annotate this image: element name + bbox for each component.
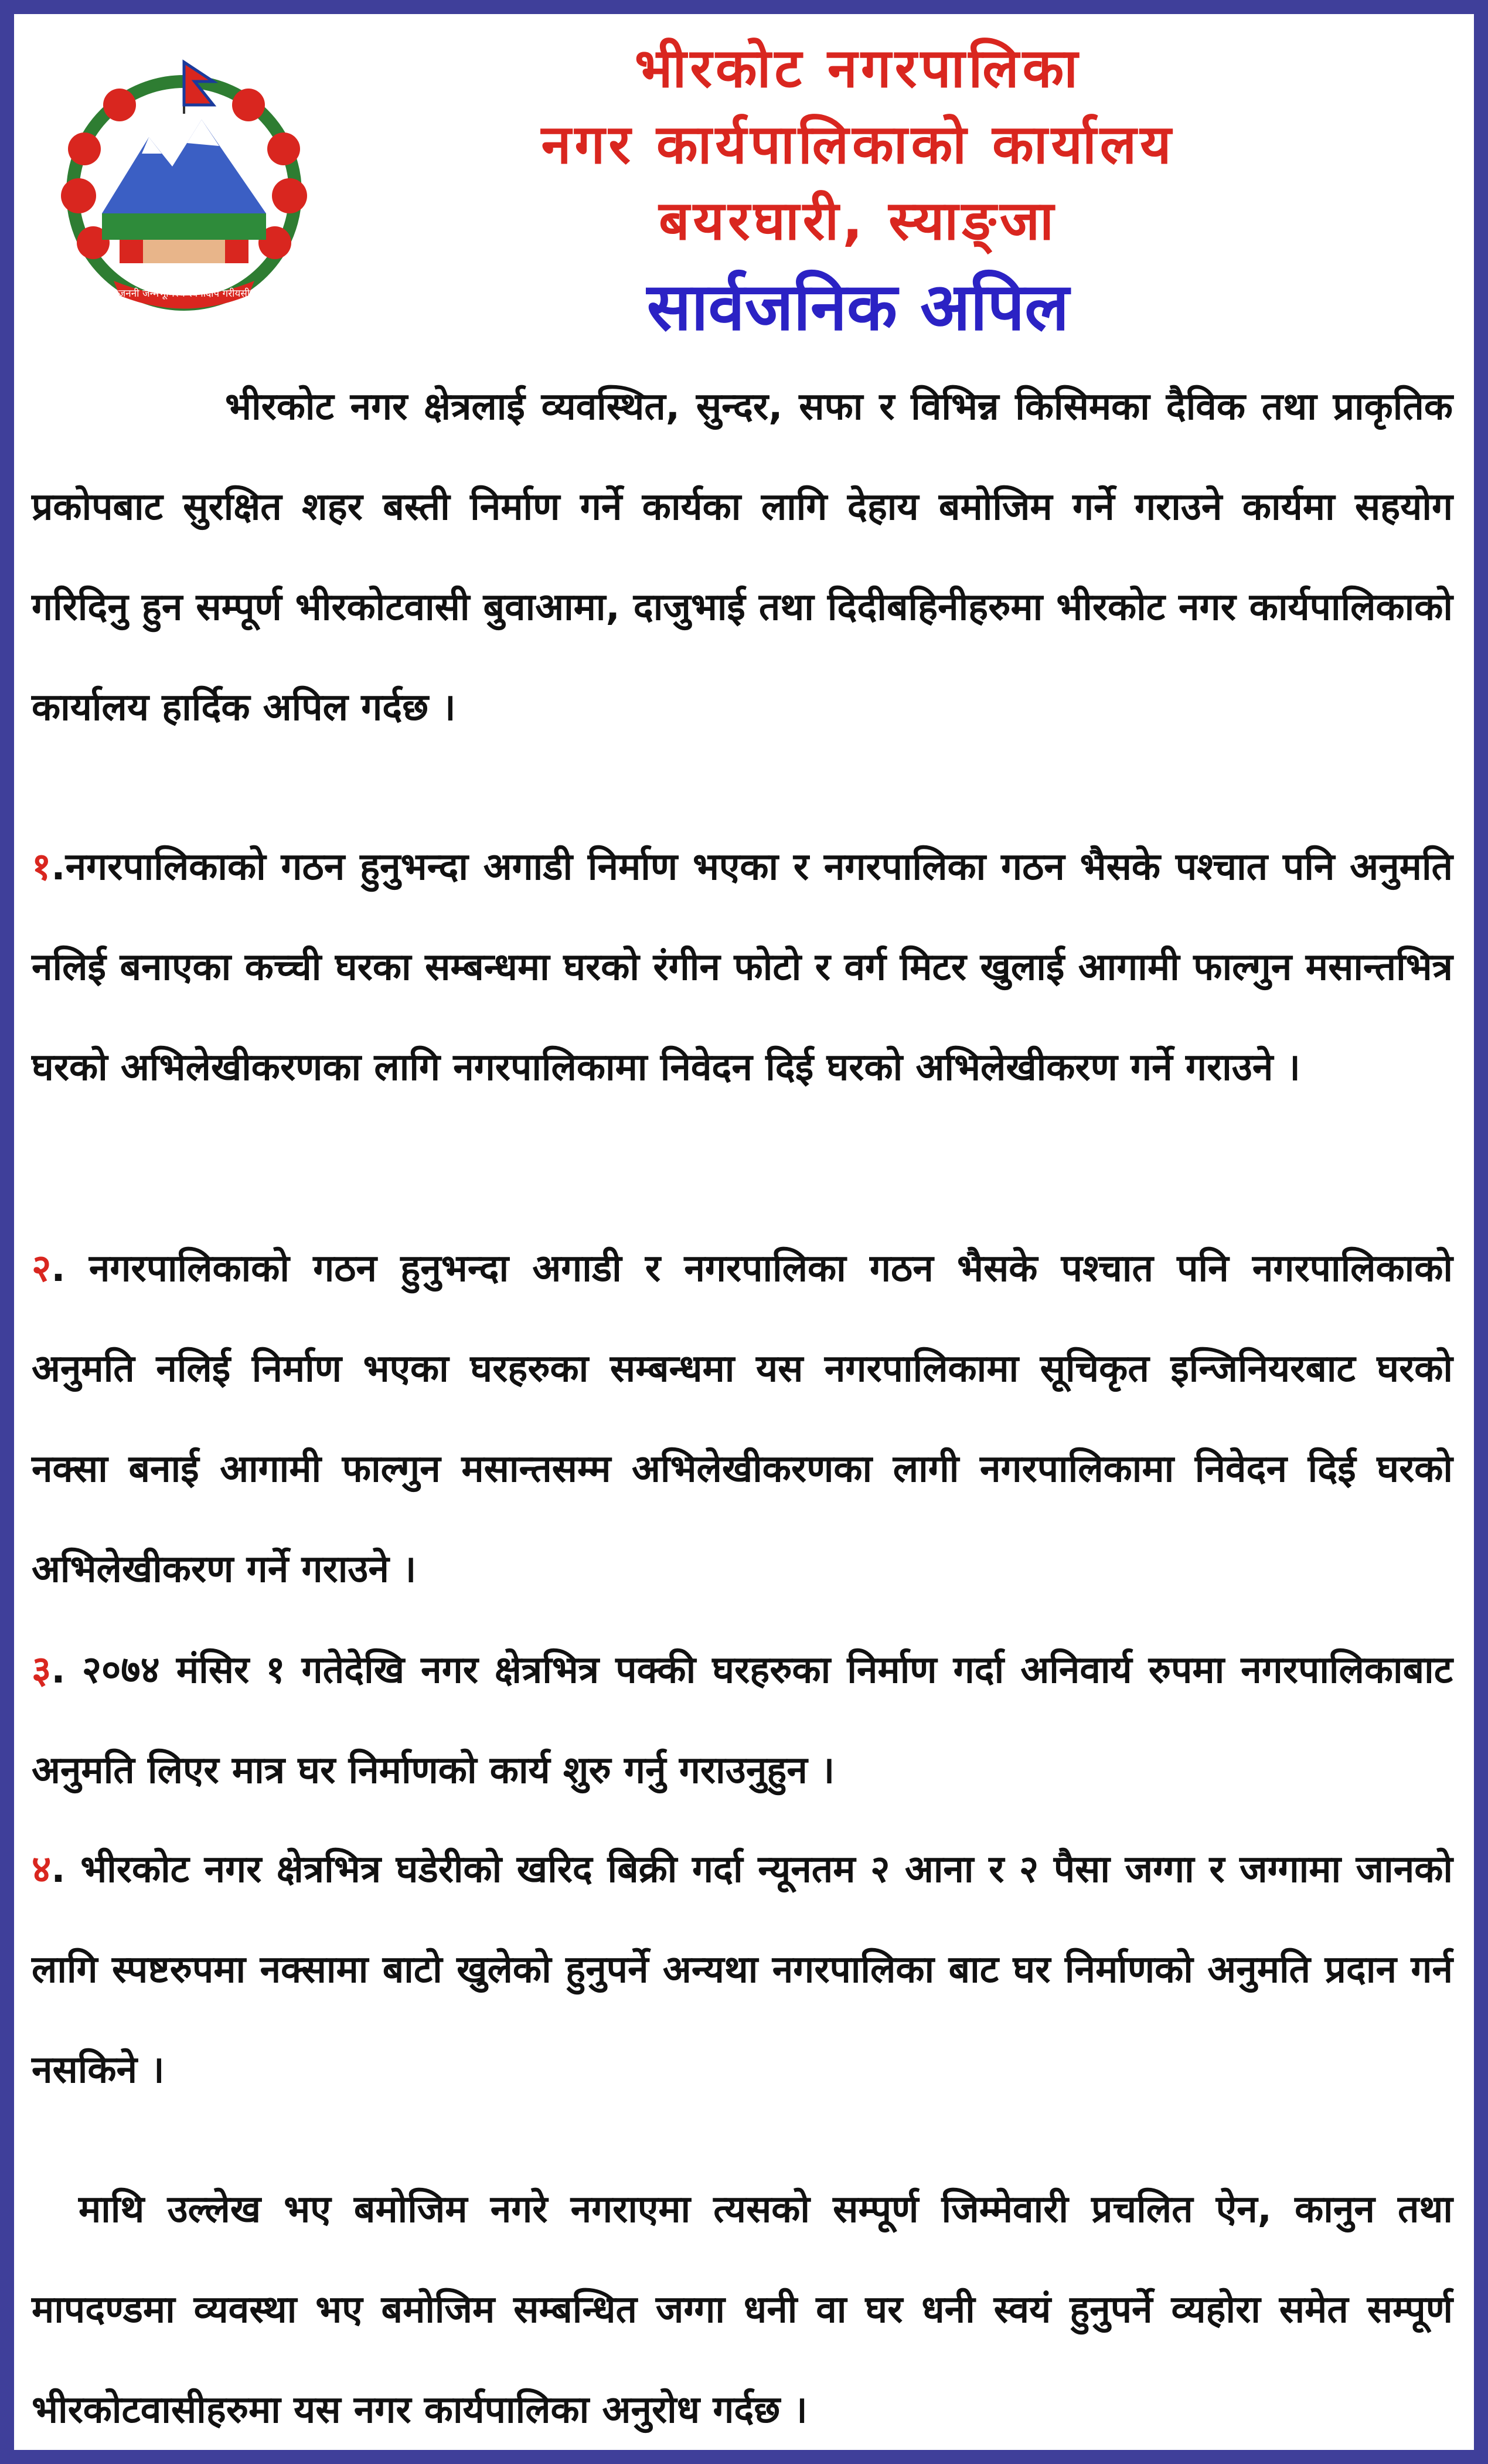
page-title: सार्वजनिक अपिल (646, 269, 1070, 345)
list-item-3 (32, 1620, 1453, 1821)
list-item-number: १ (32, 845, 52, 889)
list-item-text: . भीरकोट नगर क्षेत्रभित्र घडेरीको खरिद बिक्री गर्दा न्यूनतम २ आना र २ पैसा जग्गा र जग्गामा जानको लागि स्पष्टरुपमा नक्सामा बाटो खुलेको हुनुपर्ने अन्यथा नगरपालिका बाट घर निर्माणको अनुमति प्रदान गर्न नसकिने । (32, 1848, 1453, 2092)
office-address: बयरघारी, स्याङ्जा (659, 189, 1057, 252)
list-item-1 (32, 817, 1453, 1118)
mountain-icon (102, 120, 266, 240)
list-item-2 (32, 1219, 1453, 1620)
nepal-emblem-icon (38, 49, 331, 325)
municipality-name: भीरकोट नगरपालिका (634, 37, 1082, 100)
notice-board (14, 14, 1474, 2450)
list-item-number: २ (32, 1247, 52, 1290)
closing-paragraph: माथि उल्लेख भए बमोजिम नगरे नगराएमा त्यसको सम्पूर्ण जिम्मेवारी प्रचलित ऐन, कानुन तथा मापदण्डमा व्यवस्था भए बमोजिम सम्बन्धित जग्गा धनी वा घर धनी स्वयं हुनुपर्ने व्यहोरा समेत सम्पूर्ण भीरकोटवासीहरुमा यस नगर कार्यपालिका अनुरोध गर्दछ । (32, 2188, 1453, 2432)
list-item-number: ३ (32, 1649, 52, 1692)
handshake-icon (120, 240, 248, 263)
emblem-motto: जननी जन्मभूमिश्च स्वर्गादपि गरीयसी (118, 288, 250, 300)
list-item-number: ४ (32, 1848, 52, 1891)
list-item-text: . २०७४ मंसिर १ गतेदेखि नगर क्षेत्रभित्र पक्की घरहरुका निर्माण गर्दा अनिवार्य रुपमा नगरपालिकाबाट अनुमति लिएर मात्र घर निर्माणको कार्य शुरु गर्नु गराउनुहुन । (32, 1649, 1453, 1792)
list-item-text: . नगरपालिकाको गठन हुनुभन्दा अगाडी र नगरपालिका गठन भैसके पश्चात पनि नगरपालिकाको अनुमति नलिई निर्माण भएका घरहरुका सम्बन्धमा यस नगरपालिकामा सूचिकृत इन्जिनियरबाट घरको नक्सा बनाई आगामी फाल्गुन मसान्तसम्म अभिलेखीकरणका लागी नगरपालिकामा निवेदन दिई घरको अभिलेखीकरण गर्ने गराउने । (32, 1247, 1453, 1591)
intro-paragraph: भीरकोट नगर क्षेत्रलाई व्यवस्थित, सुन्दर, सफा र विभिन्न किसिमका दैविक तथा प्राकृतिक प्रकोपबाट सुरक्षित शहर बस्ती निर्माण गर्ने कार्यका लागि देहाय बमोजिम गर्ने गराउने कार्यमा सहयोग गरिदिनु हुन सम्पूर्ण भीरकोटवासी बुवाआमा, दाजुभाई तथा दिदीबहिनीहरुमा भीरकोट नगर कार्यपालिकाको कार्यालय हार्दिक अपिल गर्दछ । (32, 385, 1453, 729)
list-item-text: .नगरपालिकाको गठन हुनुभन्दा अगाडी निर्माण भएका र नगरपालिका गठन भैसके पश्चात पनि अनुमति नलिई बनाएका कच्ची घरका सम्बन्धमा घरको रंगीन फोटो र वर्ग मिटर खुलाई आगामी फाल्गुन मसान्तभित्र घरको अभिलेखीकरणका लागि नगरपालिकामा निवेदन दिई घरको अभिलेखीकरण गर्ने गराउने । (32, 845, 1453, 1089)
office-name: नगर कार्यपालिकाको कार्यालय (541, 113, 1175, 176)
list-item-4 (32, 1820, 1453, 2120)
